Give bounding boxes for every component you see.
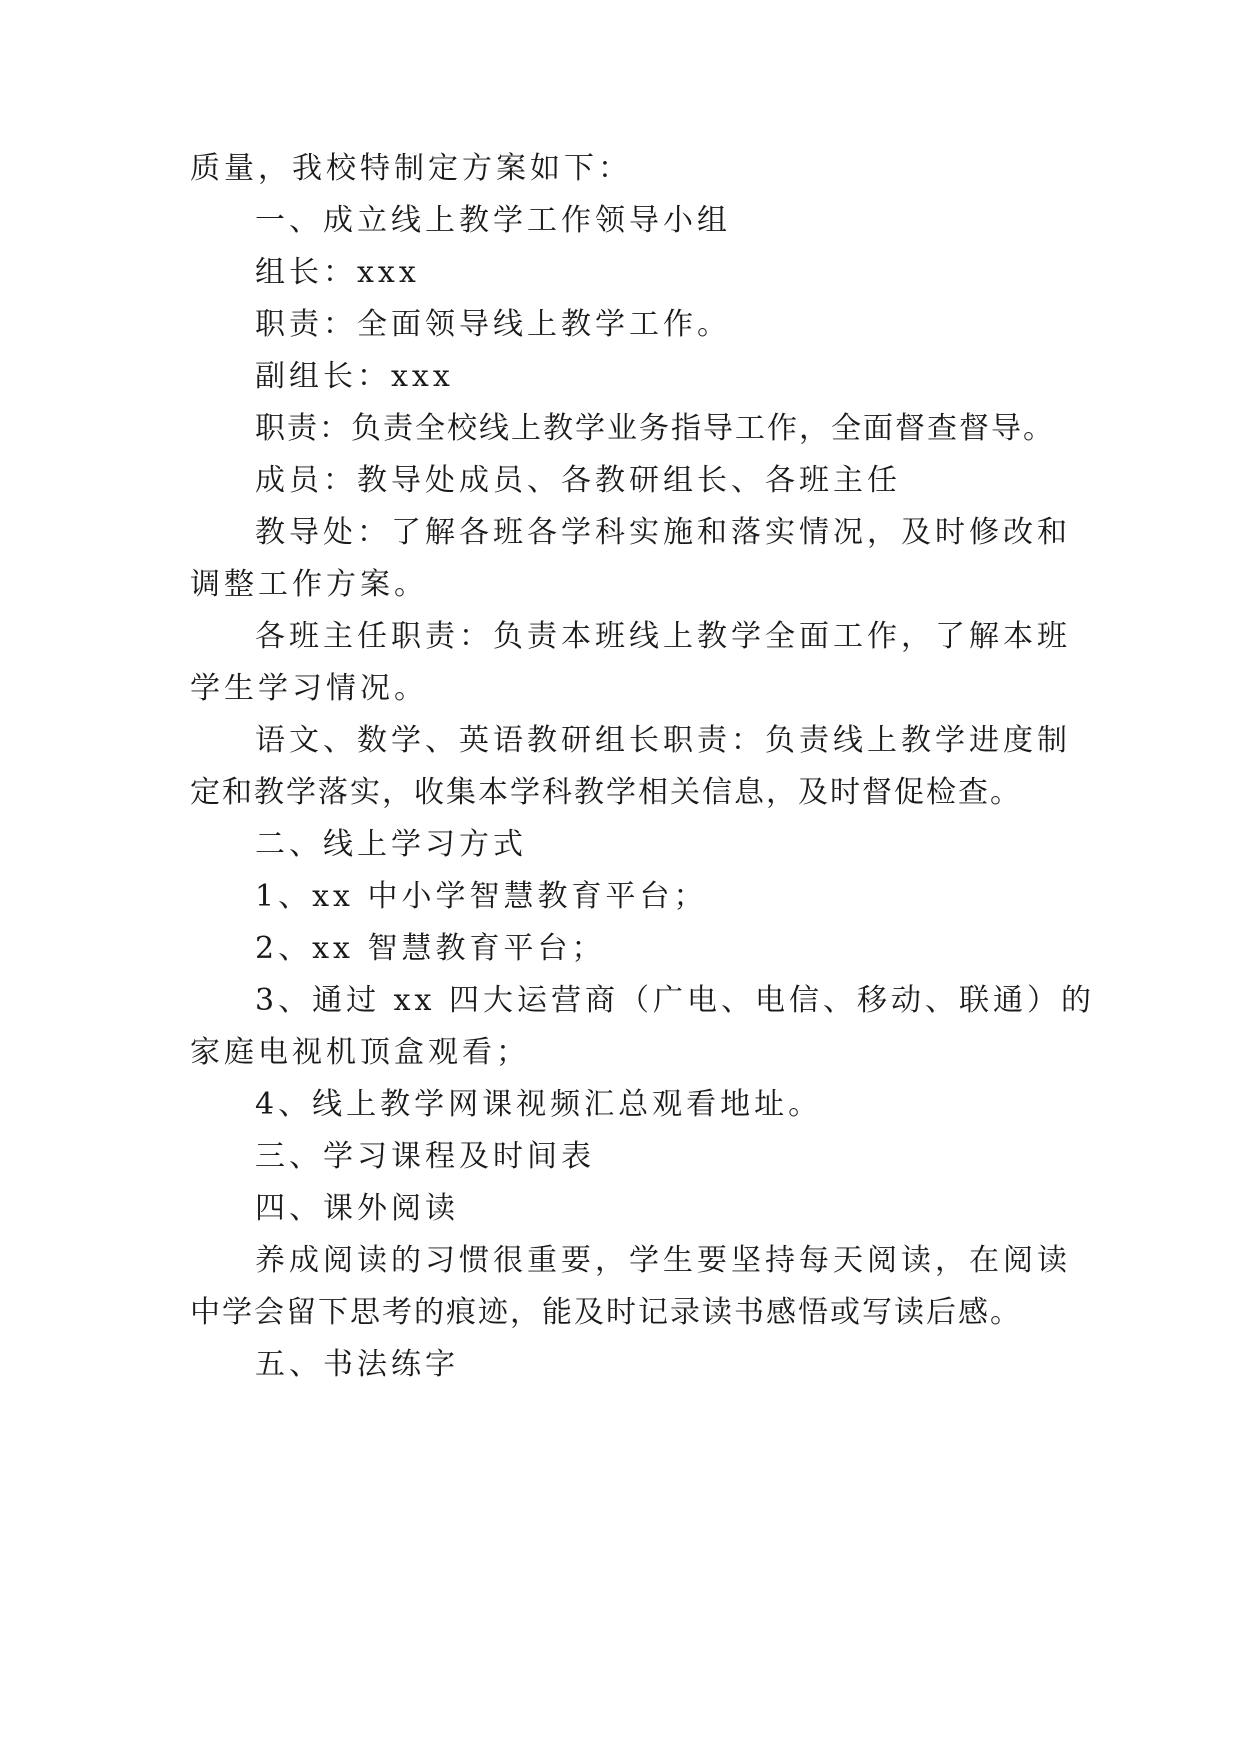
list-item: 3、通过 xx 四大运营商（广电、电信、移动、联通）的 bbox=[255, 983, 1095, 1018]
section-heading: 三、学习课程及时间表 bbox=[255, 1139, 595, 1174]
section-heading: 二、线上学习方式 bbox=[255, 827, 527, 862]
text-line: 各班主任职责：负责本班线上教学全面工作，了解本班 bbox=[255, 619, 1071, 654]
text-line: 副组长：xxx bbox=[255, 359, 454, 394]
section-heading: 一、成立线上教学工作领导小组 bbox=[255, 203, 731, 238]
text-line: 养成阅读的习惯很重要，学生要坚持每天阅读，在阅读 bbox=[255, 1243, 1071, 1278]
text-line: 教导处：了解各班各学科实施和落实情况，及时修改和 bbox=[255, 515, 1071, 550]
text-line: 学生学习情况。 bbox=[190, 671, 428, 706]
list-item: 4、线上教学网课视频汇总观看地址。 bbox=[255, 1087, 823, 1122]
text-line: 调整工作方案。 bbox=[190, 567, 428, 602]
text-line: 职责：全面领导线上教学工作。 bbox=[255, 307, 731, 342]
list-item: 2、xx 智慧教育平台； bbox=[255, 931, 606, 966]
text-line: 组长：xxx bbox=[255, 255, 420, 290]
section-heading: 四、课外阅读 bbox=[255, 1191, 459, 1226]
section-heading: 五、书法练字 bbox=[255, 1347, 459, 1382]
text-line: 语文、数学、英语教研组长职责：负责线上教学进度制 bbox=[255, 723, 1071, 758]
text-line: 成员：教导处成员、各教研组长、各班主任 bbox=[255, 463, 901, 498]
text-line: 职责：负责全校线上教学业务指导工作，全面督查督导。 bbox=[255, 411, 1055, 446]
text-line: 中学会留下思考的痕迹，能及时记录读书感悟或写读后感。 bbox=[190, 1295, 1022, 1330]
text-line: 定和教学落实，收集本学科教学相关信息，及时督促检查。 bbox=[190, 775, 1022, 810]
text-line: 质量，我校特制定方案如下： bbox=[190, 151, 632, 186]
list-item: 1、xx 中小学智慧教育平台； bbox=[255, 879, 708, 914]
text-line: 家庭电视机顶盒观看； bbox=[190, 1035, 530, 1070]
